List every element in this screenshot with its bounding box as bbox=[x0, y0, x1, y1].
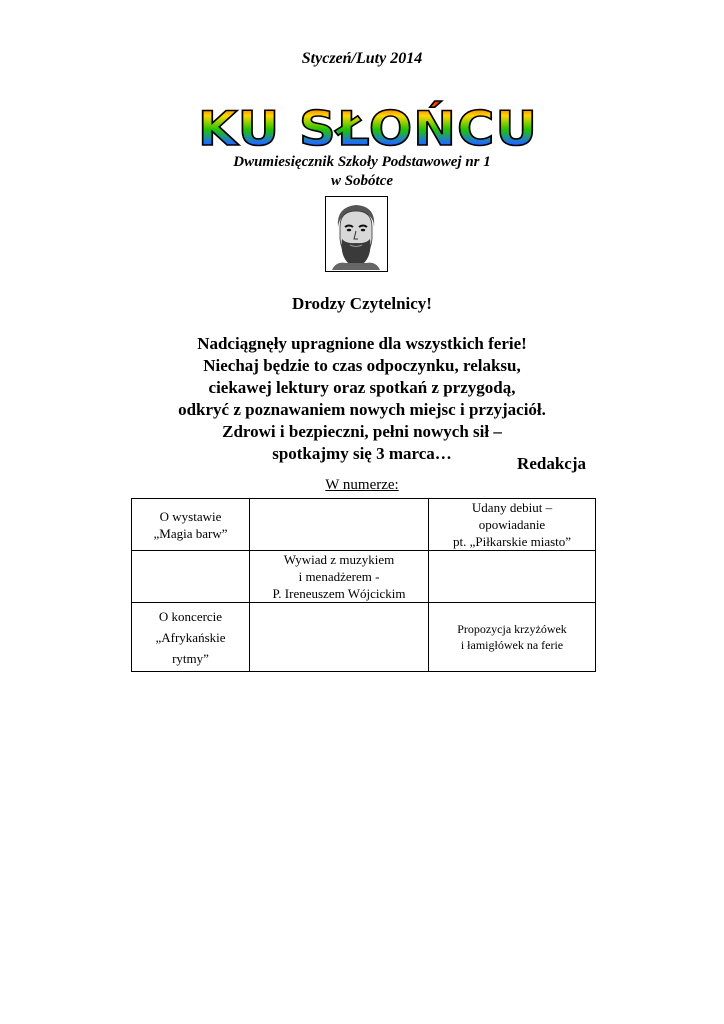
message-line: Niechaj będzie to czas odpoczynku, relaksu, bbox=[203, 356, 521, 375]
contents-cell-empty bbox=[429, 551, 596, 603]
table-row bbox=[132, 603, 596, 672]
message-line: Nadciągnęły upragnione dla wszystkich ferie! bbox=[197, 334, 527, 353]
contents-cell: Propozycja krzyżówek i łamigłówek na ferie bbox=[429, 603, 596, 672]
contents-table bbox=[131, 498, 596, 672]
contents-heading: W numerze: bbox=[325, 477, 399, 493]
message-line: ciekawej lektury oraz spotkań z przygodą, bbox=[208, 378, 516, 397]
signature: Redakcja bbox=[517, 454, 586, 473]
greeting: Drodzy Czytelnicy! bbox=[292, 294, 432, 313]
masthead-title-text: KU SŁOŃCU bbox=[198, 102, 538, 156]
editorial-message bbox=[0, 333, 724, 465]
contents-cell: O wystawie „Magia barw” bbox=[132, 499, 250, 551]
contents-cell-empty bbox=[250, 499, 429, 551]
bearded-man-portrait-icon bbox=[325, 196, 388, 272]
contents-cell: O koncercie „Afrykańskie rytmy” bbox=[132, 603, 250, 672]
contents-cell-empty bbox=[250, 603, 429, 672]
issue-date: Styczeń/Luty 2014 bbox=[301, 50, 423, 67]
masthead-title bbox=[193, 100, 543, 156]
contents-cell: Udany debiut – opowiadanie pt. „Piłkarskie miasto” bbox=[429, 499, 596, 551]
message-line: Zdrowi i bezpieczni, pełni nowych sił – bbox=[222, 422, 502, 441]
subtitle-line-2: w Sobótce bbox=[330, 173, 394, 189]
subtitle-line-1: Dwumiesięcznik Szkoły Podstawowej nr 1 bbox=[233, 154, 491, 170]
subtitle bbox=[0, 153, 724, 191]
message-line: spotkajmy się 3 marca… bbox=[272, 444, 452, 463]
message-line: odkryć z poznawaniem nowych miejsc i przyjaciół. bbox=[178, 400, 546, 419]
contents-cell: Wywiad z muzykiem i menadżerem - P. Ireneuszem Wójcickim bbox=[250, 551, 429, 603]
table-row bbox=[132, 551, 596, 603]
contents-cell-empty bbox=[132, 551, 250, 603]
table-row bbox=[132, 499, 596, 551]
